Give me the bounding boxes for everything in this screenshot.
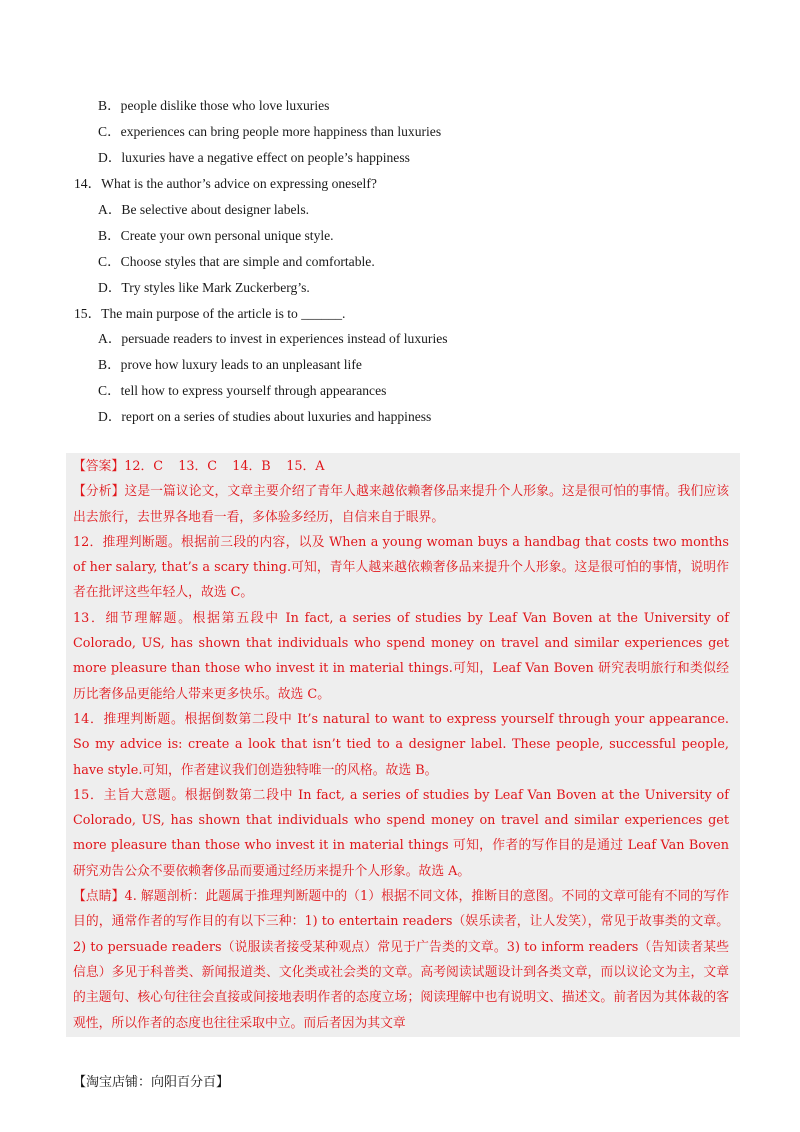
tip-paragraph: 【点睛】4. 解题剖析：此题属于推理判断题中的（1）根据不同文体，推断目的意图。不同的文章可能有不同的写作目的，通常作者的写作目的有以下三种：1) to entertain readers（娱乐读者，让人发笑），常见于故事类的文章。2) to persuade readers（说服读者接受某种观点）常见于广告类的文章。3) to inform readers（告知读者某些信息）多见于科普类、新闻报道类、文化类或社会类的文章。高考阅读试题设计到各类文章，而以议论文为主，文章的主题句、核心句往往会直接或间接地表明作者的态度立场；阅读理解中也有说明文、描述文。前者因为其体裁的客观性，所以作者的态度也往往采取中立。而后者因为其文章 [73,889,729,1031]
q15-option-a: A．persuade readers to invest in experiences instead of luxuries [98,331,448,346]
explanation-q15: 15．主旨大意题。根据倒数第二段中 In fact, a series of studies by Leaf Van Boven at the University of Colorado, US, has shown that individuals who spend money on travel and similar experiences get more pleasure than those who invest it in material things 可知，作者的写作目的是通过 Leaf Van Boven 研究劝告公众不要依赖奢侈品而要通过经历来提升个人形象。故选 A。 [73,787,729,879]
q13-option-b: B．people dislike those who love luxuries [98,98,330,113]
q13-option-d: D．luxuries have a negative effect on people’s happiness [98,150,410,165]
q13-option-c: C．experiences can bring people more happiness than luxuries [98,124,442,139]
q15-option-b: B．prove how luxury leads to an unpleasant life [98,357,362,372]
q15-option-c: C．tell how to express yourself through appearances [98,383,387,398]
q14-option-c: C．Choose styles that are simple and comfortable. [98,254,375,269]
answer-key: 14．B [232,459,271,474]
q14-option-b: B．Create your own personal unique style. [98,228,334,243]
answer-key: 15．A [286,459,325,474]
answer-key: 13．C [178,459,218,474]
q14-option-d: D．Try styles like Mark Zuckerberg’s. [98,280,310,295]
q14-option-a: A．Be selective about designer labels. [98,202,310,217]
answer-key: 12．C [124,459,164,474]
q15-option-d: D．report on a series of studies about luxuries and happiness [98,409,432,424]
explanation-q14: 14．推理判断题。根据倒数第二段中 It’s natural to want to express yourself through your appearance. So my advice is: create a look that isn’t tied to a designer label. These people, successful people, have style.可知，作者建议我们创造独特唯一的风格。故选 B。 [73,711,729,778]
answer-label: 【答案】 [73,459,125,474]
answer-key-line [73,454,729,479]
shop-footer: 【淘宝店铺：向阳百分百】 [73,1075,230,1090]
answer-section [73,454,729,1036]
q15-stem: 15．The main purpose of the article is to ______. [74,306,346,321]
explanation-q13: 13．细节理解题。根据第五段中 In fact, a series of studies by Leaf Van Boven at the University of Colorado, US, has shown that individuals who spend money on travel and similar experiences get more pleasure than those who invest it in material things.可知，Leaf Van Boven 研究表明旅行和类似经历比奢侈品更能给人带来更多快乐。故选 C。 [73,610,729,702]
analysis-paragraph: 【分析】这是一篇议论文，文章主要介绍了青年人越来越依赖奢侈品来提升个人形象。这是很可怕的事情。我们应该出去旅行，去世界各地看一看，多体验多经历，自信来自于眼界。 [73,484,729,525]
q14-stem: 14．What is the author’s advice on expressing oneself? [74,176,377,191]
explanation-q12: 12．推理判断题。根据前三段的内容，以及 When a young woman buys a handbag that costs two months of her salary, that’s a scary thing.可知，青年人越来越依赖奢侈品来提升个人形象。这是很可怕的事情，说明作者在批评这些年轻人，故选 C。 [73,534,729,601]
